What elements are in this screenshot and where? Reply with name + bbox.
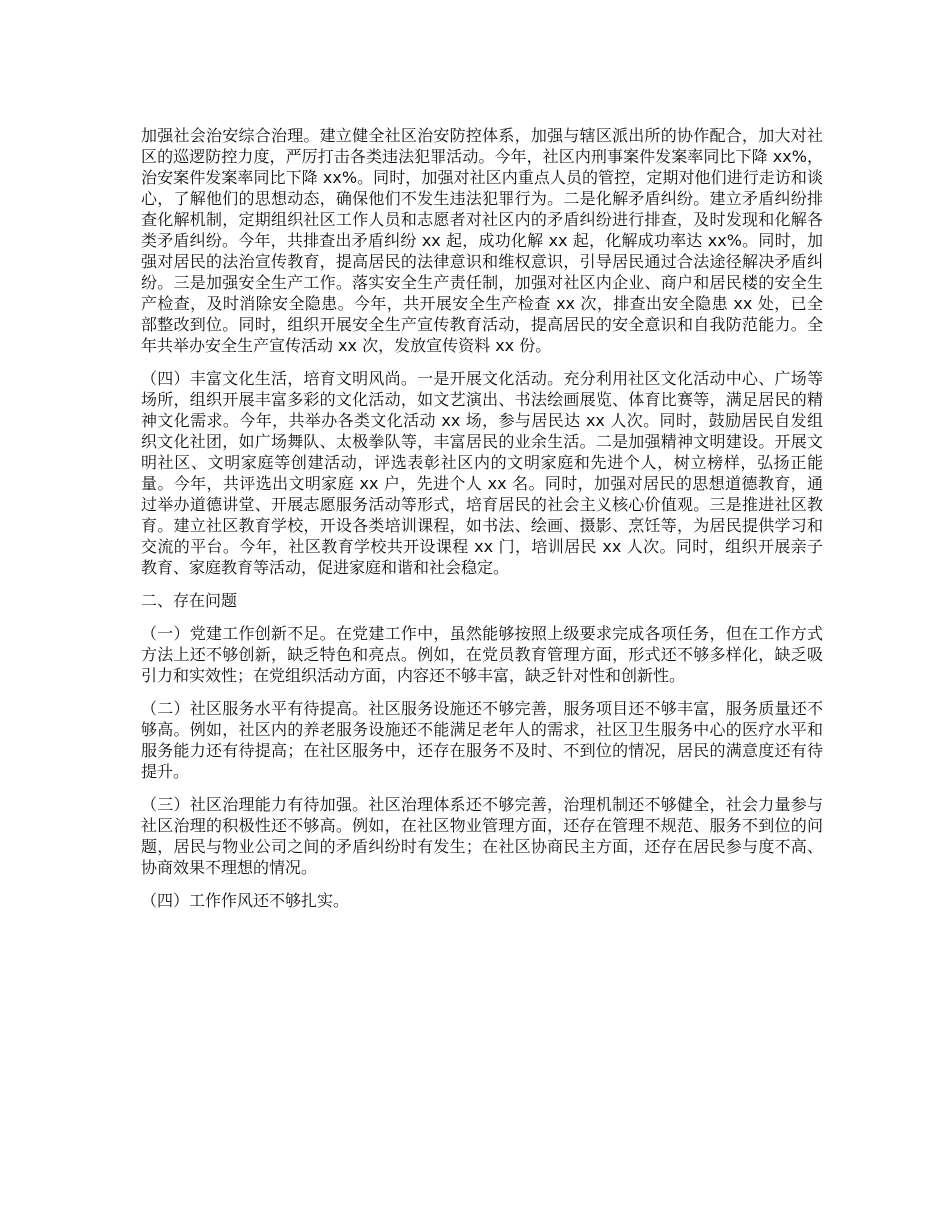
paragraph-community-governance: （三）社区治理能力有待加强。社区治理体系还不够完善，治理机制还不够健全，社会力量参与社区治理的积极性还不够高。例如，在社区物业管理方面，还存在管理不规范、服务不到位的问题，居民与物业公司之间的矛盾纠纷时有发生；在社区协商民主方面，还存在居民参与度不高、协商效果不理想的情况。 [141, 795, 823, 877]
paragraph-work-style: （四）工作作风还不够扎实。 [141, 891, 350, 910]
paragraph-community-service: （二）社区服务水平有待提高。社区服务设施还不够完善，服务项目还不够丰富，服务质量还不够高。例如，社区内的养老服务设施还不能满足老年人的需求，社区卫生服务中心的医疗水平和服务能力还有待提高；在社区服务中，还存在服务不及时、不到位的情况，居民的满意度还有待提升。 [141, 699, 823, 781]
paragraph-culture-life: （四）丰富文化生活，培育文明风尚。一是开展文化活动。充分利用社区文化活动中心、广场等场所，组织开展丰富多彩的文化活动，如文艺演出、书法绘画展览、体育比赛等，满足居民的精神文化需求。今年，共举办各类文化活动 xx 场，参与居民达 xx 人次。同时，鼓励居民自发组织文化社团，如广场舞队、太极拳队等，丰富居民的业余生活。二是加强精神文明建设。开展文明社区、文明家庭等创建活动，评选表彰社区内的文明家庭和先进个人，树立榜样，弘扬正能量。今年，共评选出文明家庭 xx 户，先进个人 xx 名。同时，加强对居民的思想道德教育，通过举办道德讲堂、开展志愿服务活动等形式，培育居民的社会主义核心价值观。三是推进社区教育。建立社区教育学校，开设各类培训课程，如书法、绘画、摄影、烹饪等，为居民提供学习和交流的平台。今年，社区教育学校共开设课程 xx 门，培训居民 xx 人次。同时，组织开展亲子教育、家庭教育等活动，促进家庭和谐和社会稳定。 [141, 369, 823, 577]
section-heading-problems: 二、存在问题 [141, 591, 238, 610]
paragraph-party-building: （一）党建工作创新不足。在党建工作中，虽然能够按照上级要求完成各项任务，但在工作方式方法上还不够创新，缺乏特色和亮点。例如，在党员教育管理方面，形式还不够多样化，缺乏吸引力和实效性；在党组织活动方面，内容还不够丰富，缺乏针对性和创新性。 [141, 624, 823, 685]
document-page [141, 125, 823, 923]
paragraph-public-security: 加强社会治安综合治理。建立健全社区治安防控体系，加强与辖区派出所的协作配合，加大对社区的巡逻防控力度，严厉打击各类违法犯罪活动。今年，社区内刑事案件发案率同比下降 xx%，治安案件发案率同比下降 xx%。同时，加强对社区内重点人员的管控，定期对他们进行走访和谈心，了解他们的思想动态，确保他们不发生违法犯罪行为。二是化解矛盾纠纷。建立矛盾纠纷排查化解机制，定期组织社区工作人员和志愿者对社区内的矛盾纠纷进行排查，及时发现和化解各类矛盾纠纷。今年，共排查出矛盾纠纷 xx 起，成功化解 xx 起，化解成功率达 xx%。同时，加强对居民的法治宣传教育，提高居民的法律意识和维权意识，引导居民通过合法途径解决矛盾纠纷。三是加强安全生产工作。落实安全生产责任制，加强对社区内企业、商户和居民楼的安全生产检查，及时消除安全隐患。今年，共开展安全生产检查 xx 次，排查出安全隐患 xx 处，已全部整改到位。同时，组织开展安全生产宣传教育活动，提高居民的安全意识和自我防范能力。全年共举办安全生产宣传活动 xx 次，发放宣传资料 xx 份。 [141, 126, 823, 355]
